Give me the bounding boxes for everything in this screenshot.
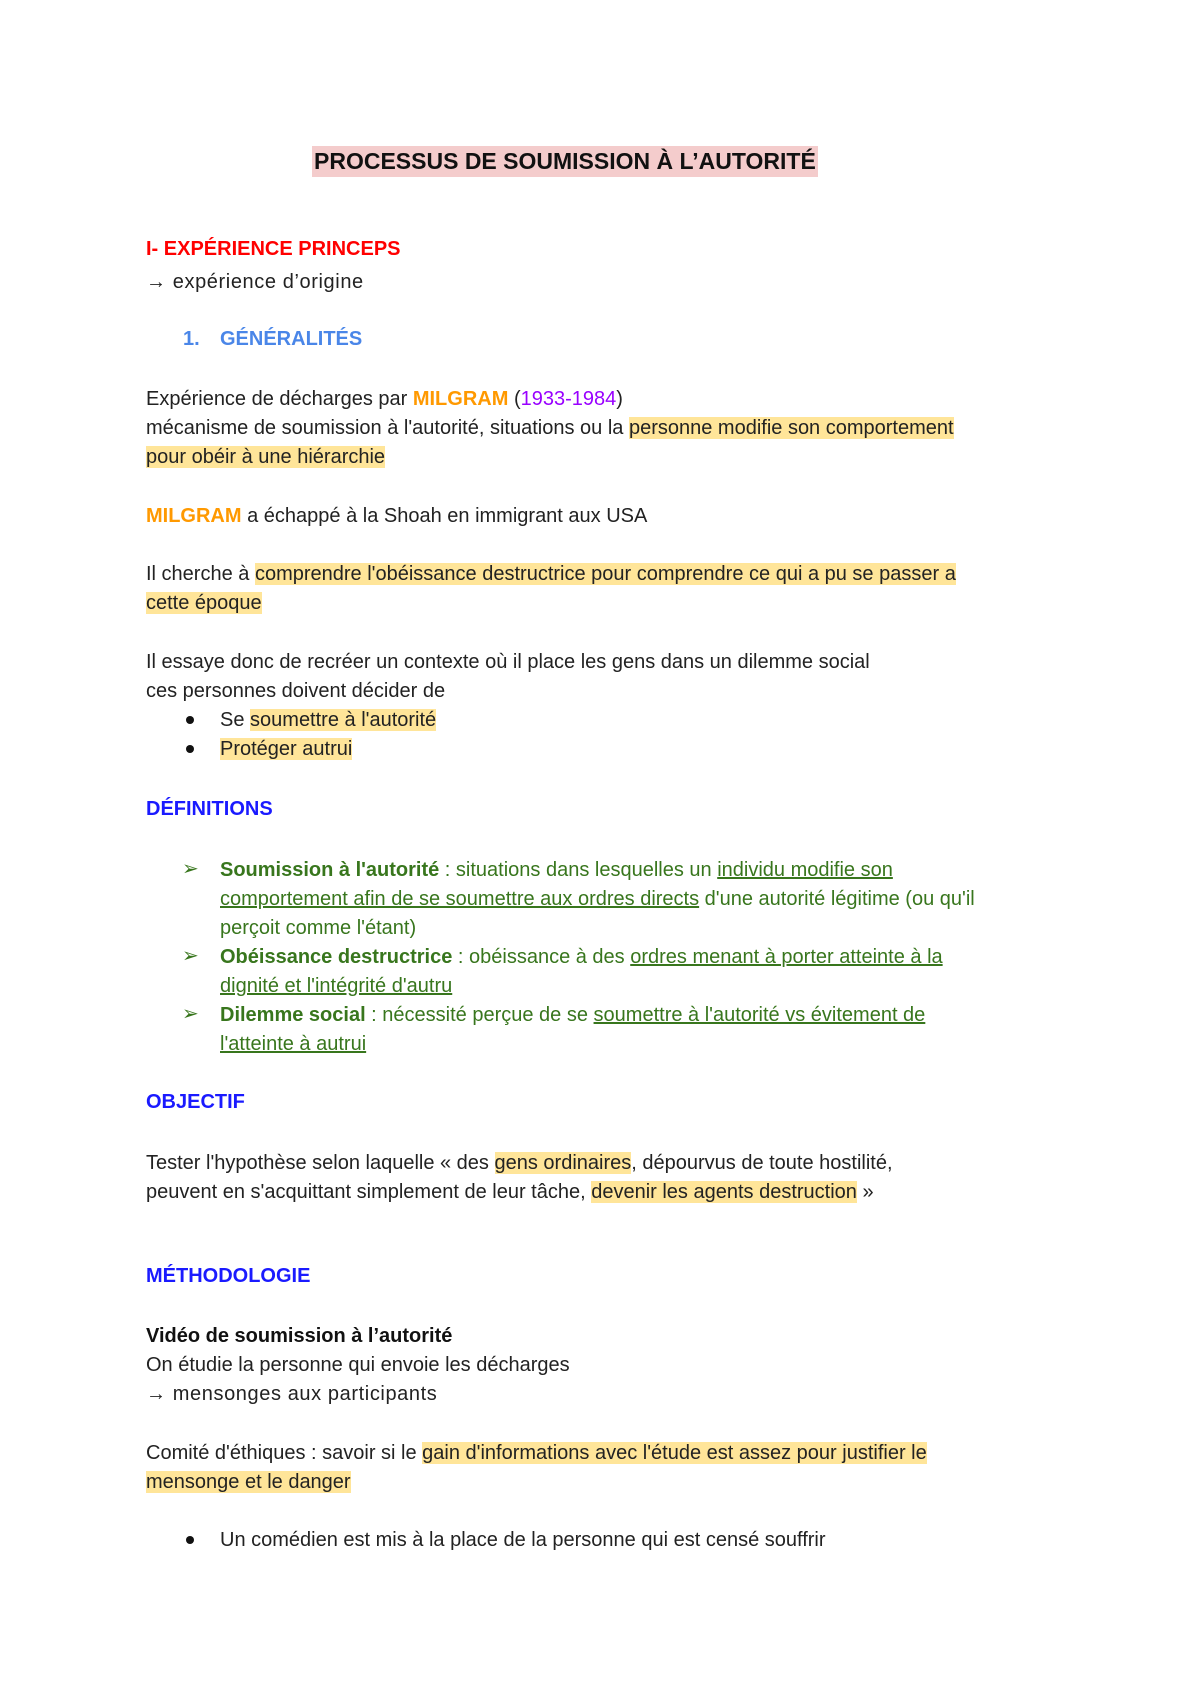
term: Dilemme social <box>220 1004 366 1026</box>
text: Expérience de décharges par <box>146 388 413 410</box>
text: a échappé à la Shoah en immigrant aux USA <box>241 505 648 527</box>
section-heading-experience-princeps: I- EXPÉRIENCE PRINCEPS <box>146 238 401 260</box>
section-heading-methodologie: MÉTHODOLOGIE <box>146 1265 311 1287</box>
objectif-line2 <box>146 1178 874 1207</box>
highlight: devenir les agents destruction <box>591 1181 857 1203</box>
term: Soumission à l'autorité <box>220 859 440 881</box>
text: ) <box>616 388 623 410</box>
highlight: pour obéir à une hiérarchie <box>146 446 386 468</box>
highlight: gain d'informations avec l'étude est assez pour justifier le <box>422 1442 927 1464</box>
definition-obeissance-line1 <box>220 943 943 972</box>
underlined-text: dignité et l'intégrité d'autru <box>220 975 453 997</box>
paragraph-mechanism-line1 <box>146 414 954 443</box>
paragraph-milgram-intro <box>146 385 623 414</box>
list-item-soumettre <box>220 706 436 735</box>
list-item-proteger <box>220 735 352 764</box>
text: Tester l'hypothèse selon laquelle « des <box>146 1152 495 1174</box>
text: Comité d'éthiques : savoir si le <box>146 1442 423 1464</box>
objectif-line1 <box>146 1149 893 1178</box>
text: ( <box>508 388 521 410</box>
arrow-bullet-icon: ➢ <box>182 858 199 880</box>
highlight: Protéger autrui <box>220 738 353 760</box>
highlight: personne modifie son comportement <box>628 417 954 439</box>
paragraph-contexte-line2: ces personnes doivent décider de <box>146 680 446 702</box>
highlight: soumettre à l'autorité <box>250 709 437 731</box>
arrow-bullet-icon: ➢ <box>182 1003 199 1025</box>
page-title: PROCESSUS DE SOUMISSION À L’AUTORITÉ <box>312 146 818 177</box>
section-subnote: → expérience d’origine <box>146 271 364 293</box>
definition-obeissance-line2 <box>220 972 452 1001</box>
definition-dilemme-line2 <box>220 1030 366 1059</box>
subsection-number: 1. <box>183 328 200 350</box>
section-heading-objectif: OBJECTIF <box>146 1091 245 1113</box>
methodologie-line1: On étudie la personne qui envoie les décharges <box>146 1354 570 1376</box>
bullet-icon <box>186 716 194 724</box>
comite-line2 <box>146 1468 351 1497</box>
text: Se <box>220 709 251 731</box>
definition-soumission-line3: perçoit comme l'étant) <box>220 917 417 939</box>
paragraph-contexte-line1: Il essaye donc de recréer un contexte où il place les gens dans un dilemme social <box>146 651 870 673</box>
definition-soumission-line2 <box>220 885 975 914</box>
text: mécanisme de soumission à l'autorité, situations ou la <box>146 417 629 439</box>
bullet-icon <box>186 745 194 753</box>
paragraph-cherche-line2 <box>146 589 262 618</box>
text: : obéissance à des <box>452 946 631 968</box>
name-milgram: MILGRAM <box>146 505 242 527</box>
methodologie-line2: → mensonges aux participants <box>146 1383 438 1405</box>
text: Il cherche à <box>146 563 255 585</box>
definition-dilemme-line1 <box>220 1001 925 1030</box>
paragraph-cherche-line1 <box>146 560 956 589</box>
paragraph-mechanism-line2 <box>146 443 385 472</box>
highlight: gens ordinaires <box>494 1152 632 1174</box>
subsection-heading-generalites: GÉNÉRALITÉS <box>220 328 363 350</box>
name-milgram: MILGRAM <box>412 388 509 410</box>
text: : situations dans lesquelles un <box>439 859 718 881</box>
underlined-text: l'atteinte à autrui <box>220 1033 367 1055</box>
highlight: cette époque <box>146 592 262 614</box>
text: : nécessité perçue de se <box>365 1004 594 1026</box>
text: d'une autorité légitime (ou qu'il <box>699 888 975 910</box>
underlined-text: comportement afin de se soumettre aux ordres directs <box>220 888 700 910</box>
arrow-bullet-icon: ➢ <box>182 945 199 967</box>
underlined-text: soumettre à l'autorité vs évitement de <box>593 1004 926 1026</box>
underlined-text: ordres menant à porter atteinte à la <box>630 946 943 968</box>
highlight: comprendre l'obéissance destructrice pour comprendre ce qui a pu se passer a <box>254 563 956 585</box>
highlight: mensonge et le danger <box>146 1471 351 1493</box>
underlined-text: individu modifie son <box>717 859 893 881</box>
text: , dépourvus de toute hostilité, <box>631 1152 893 1174</box>
list-item-comedien: Un comédien est mis à la place de la personne qui est censé souffrir <box>220 1529 826 1551</box>
definition-soumission-line1 <box>220 856 893 885</box>
bullet-icon <box>186 1536 194 1544</box>
text: » <box>856 1181 874 1203</box>
section-heading-definitions: DÉFINITIONS <box>146 798 273 820</box>
term: Obéissance destructrice <box>220 946 453 968</box>
comite-line1 <box>146 1439 927 1468</box>
text: peuvent en s'acquittant simplement de leur tâche, <box>146 1181 592 1203</box>
paragraph-milgram-shoah <box>146 502 647 531</box>
years: 1933-1984 <box>520 388 617 410</box>
video-title: Vidéo de soumission à l’autorité <box>146 1325 453 1347</box>
